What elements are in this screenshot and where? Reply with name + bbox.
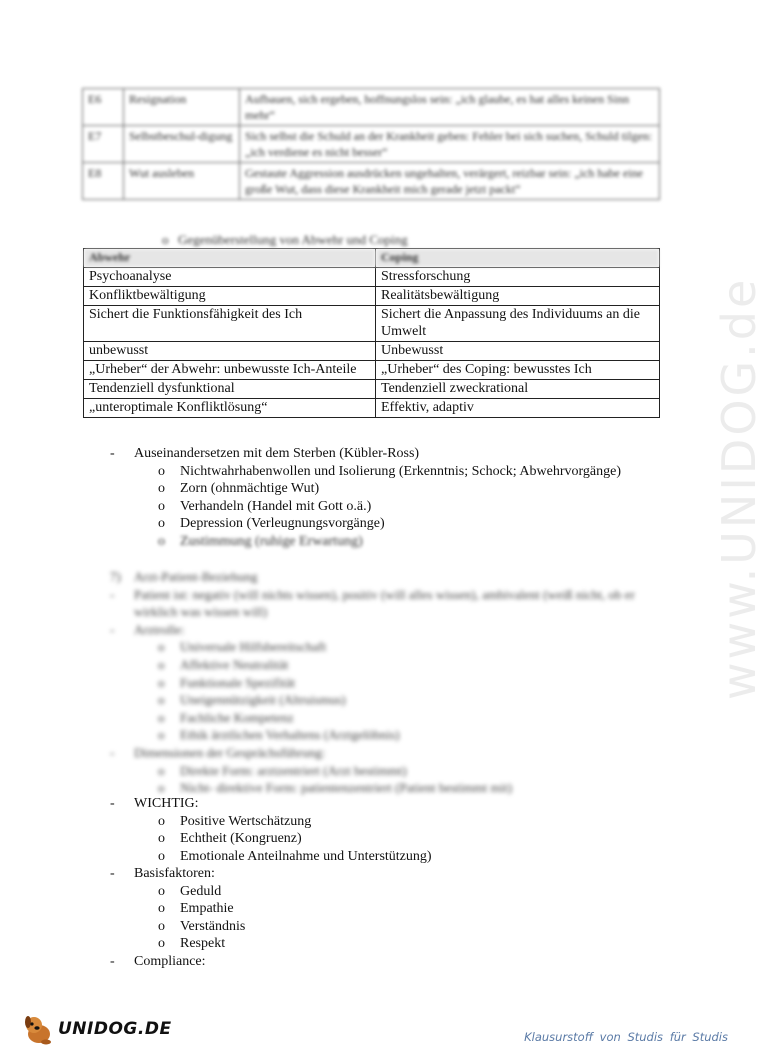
- list-item-text: Emotionale Anteilnahme und Unterstützung): [180, 848, 432, 864]
- table-cell: unbewusst: [84, 342, 376, 361]
- table-cell: Psychoanalyse: [84, 268, 376, 287]
- circle-bullet: o: [158, 516, 165, 531]
- watermark: www.UNIDOG.de: [712, 276, 766, 700]
- list-item: [110, 813, 670, 831]
- list-item: [110, 586, 670, 621]
- table-cell: Unbewusst: [376, 342, 660, 361]
- table-row: [84, 306, 660, 342]
- list-item: [110, 795, 670, 813]
- table-cell: Tendenziell zweckrational: [376, 380, 660, 399]
- table-cell: Sichert die Funktionsfähigkeit des Ich: [84, 306, 376, 342]
- table-row: [84, 268, 660, 287]
- list-item-text: Patient ist: negativ (will nichts wissen), positiv (will alles wissen), ambivalent (weiß nicht, ob er wirklich was wissen will): [134, 586, 635, 620]
- section-heading: [110, 568, 670, 586]
- unidog-logo[interactable]: [22, 1012, 172, 1046]
- arzt-patient-section: [110, 568, 670, 797]
- wichtig-title: WICHTIG:: [134, 796, 199, 811]
- circle-bullet: o: [158, 656, 165, 672]
- table-cell: Sichert die Anpassung des Individuums an die Umwelt: [376, 306, 660, 342]
- circle-bullet: o: [158, 918, 165, 934]
- list-item-text: Echtheit (Kongruenz): [180, 831, 302, 846]
- list-item: [110, 900, 670, 918]
- table-row: [84, 380, 660, 399]
- circle-bullet: o: [158, 674, 165, 690]
- list-item-text: Zustimmung (ruhige Erwartung): [180, 533, 363, 549]
- table-cell: „Urheber“ des Coping: bewusstes Ich: [376, 361, 660, 380]
- circle-bullet: o: [158, 709, 165, 725]
- circle-bullet: o: [158, 901, 165, 916]
- list-item-text: Fachliche Kompetenz: [180, 709, 294, 725]
- list-item-text: Affektive Neutralität: [180, 656, 289, 672]
- list-item-text: Funktionale Spezifität: [180, 674, 296, 690]
- list-item-text: Universale Hilfsbereitschaft: [180, 639, 327, 655]
- list-item-text: Depression (Verleugnungsvorgänge): [180, 516, 385, 531]
- table-row: [84, 287, 660, 306]
- table-row: [83, 163, 660, 200]
- table-cell: Selbstbeschul-digung: [124, 126, 240, 163]
- list-item-text: Arztrolle:: [134, 621, 185, 637]
- table-header-row: [84, 249, 660, 268]
- table-cell: Effektiv, adaptiv: [376, 399, 660, 418]
- circle-bullet: o: [158, 936, 165, 951]
- list-item-text: Uneigennützigkeit (Altruismus): [180, 692, 346, 708]
- table-cell: Wut ausleben: [124, 163, 240, 200]
- dash-bullet: -: [110, 796, 115, 811]
- sterben-section: [110, 445, 670, 550]
- table-row: [84, 342, 660, 361]
- circle-bullet: o: [158, 848, 165, 864]
- list-item: [110, 726, 670, 744]
- compliance-title: Compliance:: [134, 953, 206, 969]
- comparison-heading-text: Gegenüberstellung von Abwehr und Coping: [178, 232, 408, 247]
- table-cell: Stressforschung: [376, 268, 660, 287]
- list-item: [110, 463, 670, 481]
- table-cell: E6: [83, 89, 124, 126]
- table-cell: Aufbauen, sich ergeben, hoffnungslos sein: „ich glaube, es hat alles keinen Sinn mehr“: [240, 89, 660, 126]
- circle-bullet: o: [158, 813, 165, 829]
- list-item-text: Nichtwahrhabenwollen und Isolierung (Erkenntnis; Schock; Abwehrvorgänge): [180, 463, 622, 479]
- dash-bullet: -: [110, 446, 115, 461]
- column-header-abwehr: Abwehr: [84, 249, 376, 268]
- list-item: [110, 935, 670, 953]
- circle-bullet: o: [158, 692, 165, 708]
- list-item-text: Dimensionen der Gesprächsführung:: [134, 744, 326, 760]
- section-number: 7): [110, 569, 121, 584]
- column-header-coping: Coping: [376, 249, 660, 268]
- table-row: [83, 126, 660, 163]
- list-item: [110, 674, 670, 692]
- table-cell: „Urheber“ der Abwehr: unbewusste Ich-Anteile: [84, 361, 376, 380]
- list-item-text: Empathie: [180, 901, 234, 916]
- dash-bullet: -: [110, 586, 115, 602]
- circle-bullet: o: [158, 780, 165, 796]
- list-item: [110, 848, 670, 866]
- wichtig-section: [110, 795, 670, 970]
- dog-icon: [22, 1012, 56, 1046]
- list-item: [110, 515, 670, 533]
- list-item-text: Positive Wertschätzung: [180, 813, 312, 829]
- list-item-text: Respekt: [180, 936, 226, 951]
- table-cell: „unteroptimale Konfliktlösung“: [84, 399, 376, 418]
- top-table: [82, 88, 660, 200]
- list-item: [110, 621, 670, 639]
- list-item: [110, 656, 670, 674]
- footer-note: Klausurstoff von Studis für Studis: [524, 1030, 728, 1044]
- circle-bullet: o: [158, 463, 165, 479]
- circle-bullet: o: [158, 481, 165, 496]
- comparison-heading: [162, 232, 408, 248]
- table-cell: Konfliktbewältigung: [84, 287, 376, 306]
- list-item: [110, 498, 670, 516]
- list-item-text: Ethik ärztlichen Verhaltens (Arztgelöbnis): [180, 727, 400, 743]
- circle-bullet: o: [158, 831, 165, 846]
- list-item: [110, 744, 670, 762]
- table-row: [84, 361, 660, 380]
- circle-bullet: o: [158, 762, 165, 778]
- list-item: [110, 883, 670, 901]
- table-cell: Sich selbst die Schuld an der Krankheit geben: Fehler bei sich suchen, Schuld tilgen: „ich verdiene es nicht besser“: [240, 126, 660, 163]
- list-item-text: Nicht- direktive Form: patientenzentriert (Patient bestimmt mit): [180, 780, 513, 796]
- sterben-title: Auseinandersetzen mit dem Sterben (Kübler-Ross): [134, 446, 420, 461]
- table-cell: E7: [83, 126, 124, 163]
- table-cell: Tendenziell dysfunktional: [84, 380, 376, 399]
- table-cell: Resignation: [124, 89, 240, 126]
- list-item-text: Verhandeln (Handel mit Gott o.ä.): [180, 498, 372, 514]
- circle-bullet: o: [158, 498, 165, 514]
- list-item-text: Verständnis: [180, 918, 246, 934]
- dash-bullet: -: [110, 953, 115, 969]
- bullet: o: [162, 232, 169, 247]
- list-item: [110, 709, 670, 727]
- circle-bullet: o: [158, 883, 165, 899]
- circle-bullet: o: [158, 727, 165, 743]
- comparison-table: [83, 248, 660, 418]
- list-item: [110, 865, 670, 883]
- circle-bullet: o: [158, 533, 165, 549]
- dash-bullet: -: [110, 744, 115, 760]
- section-heading-text: Arzt-Patient-Beziehung: [134, 569, 258, 584]
- list-item: [110, 918, 670, 936]
- basis-title: Basisfaktoren:: [134, 866, 215, 881]
- list-item: [110, 533, 670, 551]
- list-item: [110, 480, 670, 498]
- list-item: [110, 953, 670, 971]
- list-item: [110, 691, 670, 709]
- dash-bullet: -: [110, 866, 115, 881]
- table-cell: Realitätsbewältigung: [376, 287, 660, 306]
- table-cell: E8: [83, 163, 124, 200]
- list-item: [110, 830, 670, 848]
- list-item: [110, 445, 670, 463]
- dash-bullet: -: [110, 621, 115, 637]
- list-item-text: Direkte Form: arztzentriert (Arzt bestimmt): [180, 762, 407, 778]
- list-item: [110, 762, 670, 780]
- list-item: [110, 638, 670, 656]
- logo-text: UNIDOG.DE: [58, 1019, 172, 1039]
- table-row: [83, 89, 660, 126]
- list-item-text: Zorn (ohnmächtige Wut): [180, 481, 320, 496]
- list-item-text: Geduld: [180, 883, 222, 899]
- circle-bullet: o: [158, 639, 165, 655]
- table-row: [84, 399, 660, 418]
- table-cell: Gestaute Aggression ausdrücken ungehalten, verärgert, reizbar sein: „ich habe eine große Wut, dass diese Krankheit mich gerade jetzt packt“: [240, 163, 660, 200]
